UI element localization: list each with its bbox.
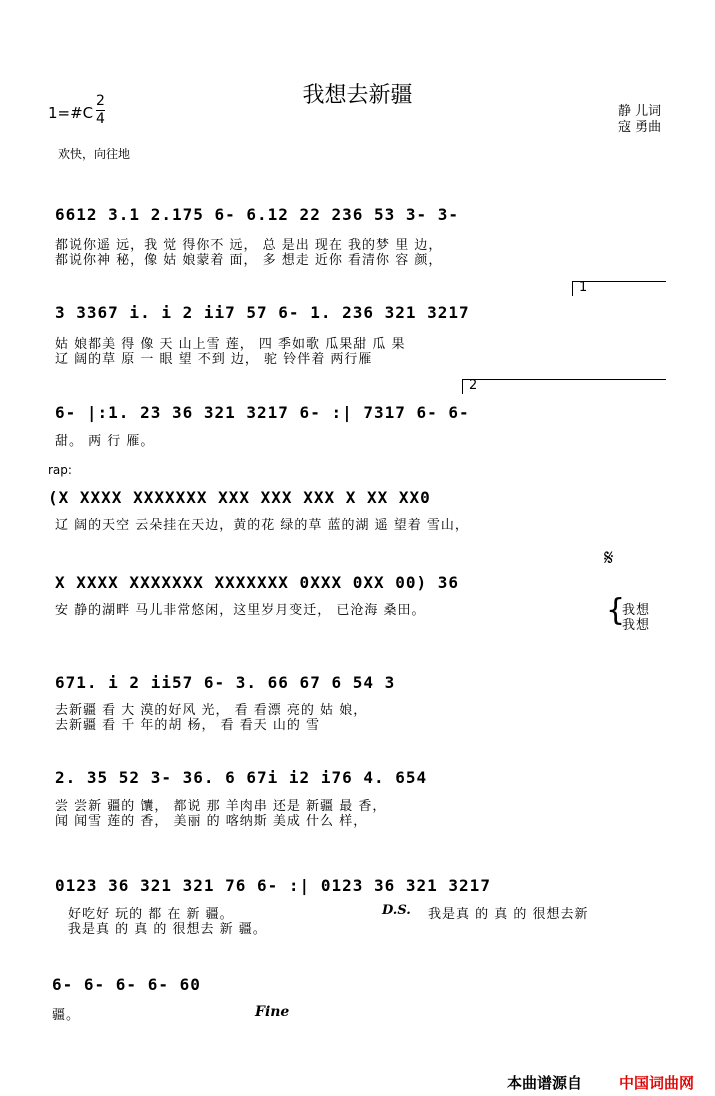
volta-bracket: [572, 281, 666, 296]
composer: 寇 勇曲: [618, 120, 662, 135]
brace-icon: {: [606, 593, 626, 628]
notation-line: 6612 3.1 2.175 6- 6.12 22 236 53 3- 3-: [55, 205, 460, 224]
notation-line: (X XXXX XXXXXXX XXX XXX XXX X XX XX0: [48, 488, 431, 507]
lyric-line: 辽 阔的草 原 一 眼 望 不到 边， 驼 铃伴着 两行雁: [55, 352, 373, 367]
lyric-line: 都说你遥 远，我 觉 得你不 远， 总 是出 现在 我的梦 里 边，: [55, 238, 443, 253]
notation-line: 2. 35 52 3- 36. 6 67i i2 i76 4. 654: [55, 768, 428, 787]
notation-line: 6- 6- 6- 6- 60: [52, 975, 201, 994]
lyric-line: 甜。 两 行 雁。: [55, 434, 155, 449]
volta-bracket: [462, 379, 666, 394]
fine-marking: Fine: [255, 1004, 290, 1020]
lyric-line: 安 静的湖畔 马儿非常悠闲，这里岁月变迁， 已沧海 桑田。: [55, 603, 426, 618]
lyricist: 静 儿词: [618, 104, 662, 119]
page-title: 我想去新疆: [302, 83, 413, 108]
side-lyric: 我想: [622, 603, 651, 618]
lyric-line: 好吃好 玩的 都 在 新 疆。: [68, 907, 234, 922]
lyric-line: 我是真 的 真 的 很想去 新 疆。: [68, 922, 267, 937]
lyric-line: 闻 闻雪 莲的 香， 美丽 的 喀纳斯 美成 什么 样，: [55, 814, 368, 829]
source-label: 本曲谱源自: [507, 1074, 583, 1092]
lyric-line: 疆。: [52, 1008, 81, 1023]
notation-line: 3 3367 i. i 2 ii7 57 6- 1. 236 321 3217: [55, 303, 470, 322]
segno-icon: 𝄋: [604, 546, 614, 571]
notation-line: 6- |:1. 23 36 321 3217 6- :| 7317 6- 6-: [55, 403, 470, 422]
side-lyric: 我想: [622, 618, 651, 633]
site-link[interactable]: 中国词曲网: [619, 1074, 695, 1092]
notation-line: X XXXX XXXXXXX XXXXXXX 0XXX 0XX 00) 36: [55, 573, 460, 592]
time-signature-bottom: 4: [96, 111, 105, 127]
dal-segno-marking: D.S.: [382, 903, 411, 918]
lyric-line: 去新疆 看 大 漠的好风 光， 看 看漂 亮的 姑 娘，: [55, 703, 368, 718]
lyric-line: 都说你神 秘，像 姑 娘蒙着 面， 多 想走 近你 看清你 容 颜，: [55, 253, 443, 268]
notation-line: 671. i 2 ii57 6- 3. 66 67 6 54 3: [55, 673, 396, 692]
tempo-marking: 欢快，向往地: [58, 147, 131, 161]
key-signature: 1=#C: [48, 104, 94, 122]
volta-number: 2: [469, 378, 478, 393]
credits: [618, 104, 661, 136]
volta-number: 1: [579, 280, 588, 295]
time-signature-top: 2: [96, 93, 105, 109]
time-signature: [96, 94, 105, 127]
rap-label: rap:: [48, 463, 72, 477]
lyric-line: 尝 尝新 疆的 馕， 都说 那 羊肉串 还是 新疆 最 香，: [55, 799, 387, 814]
lyric-line: 去新疆 看 千 年的胡 杨， 看 看天 山的 雪: [55, 718, 321, 733]
notation-line: 0123 36 321 321 76 6- :| 0123 36 321 3217: [55, 876, 491, 895]
lyric-line: 我是真 的 真 的 很想去新: [428, 907, 589, 922]
lyric-line: 辽 阔的天空 云朵挂在天边，黄的花 绿的草 蓝的湖 遥 望着 雪山，: [55, 518, 469, 533]
lyric-line: 姑 娘都美 得 像 天 山上雪 莲， 四 季如歌 瓜果甜 瓜 果: [55, 337, 406, 352]
